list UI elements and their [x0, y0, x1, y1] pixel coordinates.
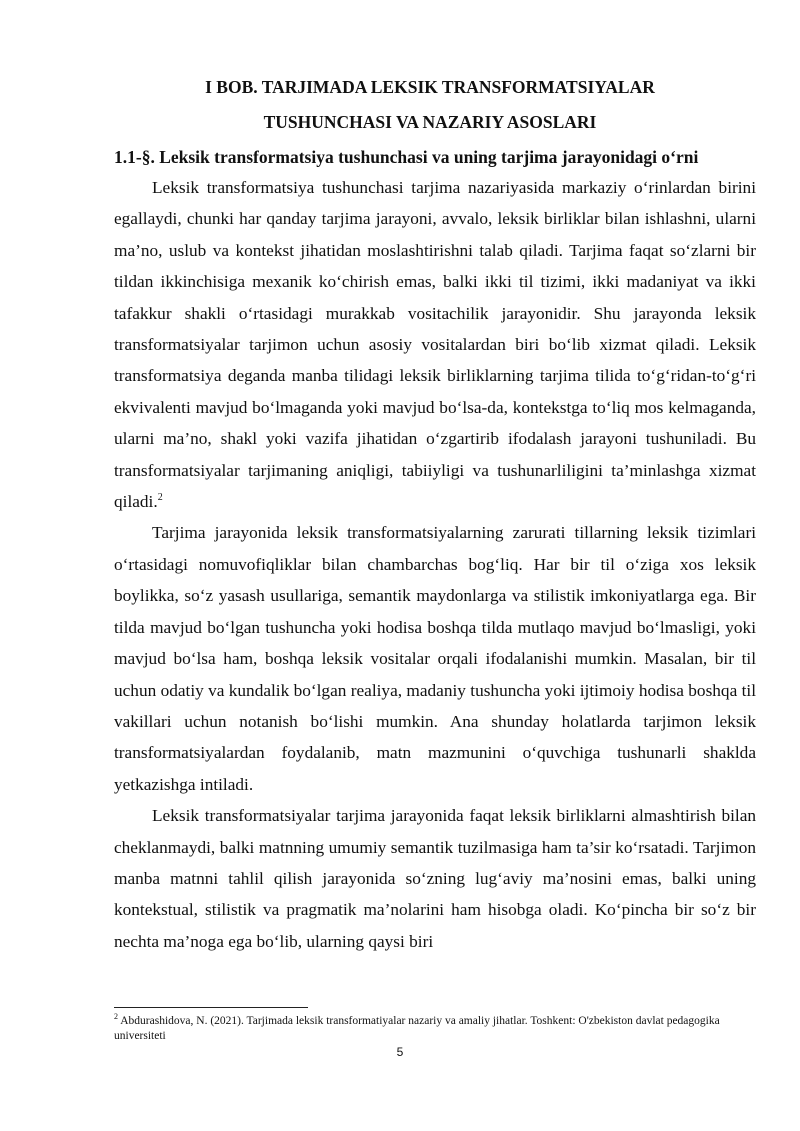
footnote-text: Abdurashidova, N. (2021). Tarjimada leksik transformatiyalar nazariy va amaliy jihatlar. Toshkent: O'zbekiston davlat pedagogika universiteti	[114, 1015, 720, 1042]
footnote-separator	[114, 1007, 308, 1008]
paragraph-1	[114, 172, 756, 517]
paragraph-3: Leksik transformatsiyalar tarjima jarayonida faqat leksik birliklarni almashtirish bilan cheklanmaydi, balki matnning umumiy semantik tuzilmasiga ham ta’sir ko‘rsatadi. Tarjimon manba matnni tahlil qilish jarayonida so‘zning lug‘aviy ma’nosini emas, balki uning kontekstual, stilistik va pragmatik ma’nolarini ham hisobga oladi. Ko‘pincha bir so‘z bir nechta ma’noga ega bo‘lib, ularning qaysi biri	[114, 806, 756, 951]
chapter-title-line-2: TUSHUNCHASI VA NAZARIY ASOSLARI	[263, 112, 597, 132]
footnote	[114, 1014, 754, 1043]
chapter-title-line-1: I BOB. TARJIMADA LEKSIK TRANSFORMATSIYALAR	[205, 77, 655, 97]
paragraph-1-text: Leksik transformatsiya tushunchasi tarjima nazariyasida markaziy o‘rinlardan birini egallaydi, chunki har qanday tarjima jarayoni, avvalo, leksik birliklar bilan ishlashni, ularni ma’no, uslub va kontekst jihatidan moslashtirishni talab qiladi. Tarjima faqat so‘zlarni bir tildan ikkinchisiga mexanik ko‘chirish emas, balki ikki til tizimi, ikki madaniyat va ikki tafakkur shakli o‘rtasidagi murakkab vositachilik jarayonidir. Shu jarayonda leksik transformatsiyalar tarjimon uchun asosiy vositalardan biri bo‘lib xizmat qiladi. Leksik transformatsiya deganda manba tilidagi leksik birliklarning tarjima tilida to‘g‘ridan-to‘g‘ri ekvivalenti mavjud bo‘lmaganda yoki mavjud bo‘lsa-da, kontekstga to‘liq mos kelmaganda, ularni ma’no, shakl yoki vazifa jihatidan o‘zgartirib ifodalash jarayoni tushuniladi. Bu transformatsiyalar tarjimaning aniqligi, tabiiyligi va tushunarliligini ta’minlashga xizmat qiladi.	[114, 178, 756, 512]
footnote-number: 2	[114, 1012, 118, 1022]
section-title: 1.1-§. Leksik transformatsiya tushunchasi va uning tarjima jarayonidagi o‘rni	[114, 147, 699, 167]
footnote-reference: 2	[157, 492, 163, 504]
paragraph-2: Tarjima jarayonida leksik transformatsiyalarning zarurati tillarning leksik tizimlari o‘rtasidagi nomuvofiqliklar bilan chambarchas bog‘liq. Har bir til o‘ziga xos leksik boylikka, so‘z yasash usullariga, semantik maydonlarga va stilistik imkoniyatlarga ega. Bir tilda mavjud bo‘lgan tushuncha yoki hodisa boshqa tilda mutlaqo mavjud bo‘lmasligi, yoki mavjud bo‘lsa ham, boshqa leksik vositalar orqali ifodalanishi mumkin. Masalan, bir til uchun odatiy va kundalik bo‘lgan realiya, madaniy tushuncha yoki ijtimoiy hodisa boshqa til vakillari uchun notanish bo‘lishi mumkin. Ana shunday holatlarda tarjimon leksik transformatsiyalardan foydalanib, matn mazmunini o‘quvchiga tushunarli shaklda yetkazishga intiladi.	[114, 523, 756, 794]
page-number: 5	[396, 1045, 404, 1059]
body-text	[114, 172, 756, 957]
